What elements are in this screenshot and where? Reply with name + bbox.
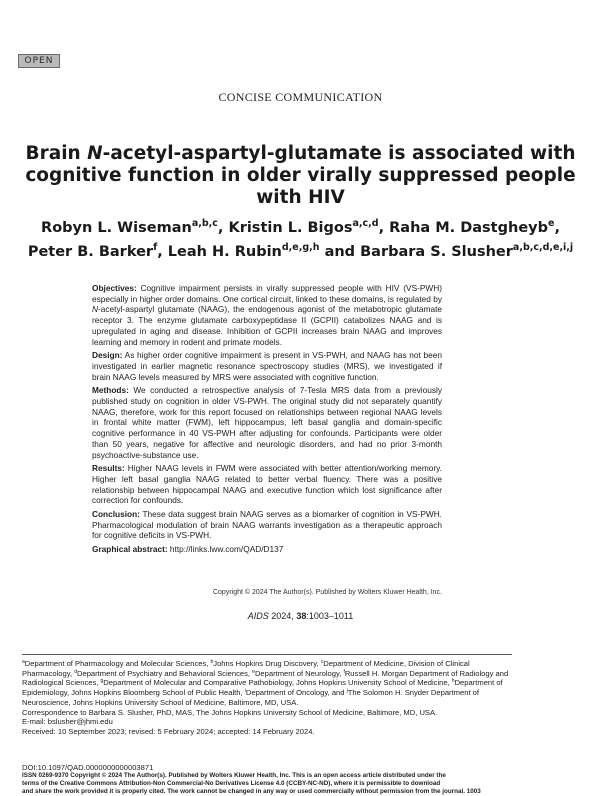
title-line-3: with HIV <box>256 187 345 208</box>
received-dates: Received: 10 September 2023; revised: 5 February 2024; accepted: 14 February 2024. <box>22 726 315 736</box>
abstract-methods: Methods: We conducted a retrospective analysis of 7-Tesla MRS data from a previously published study on cognition in older VS-PWH. The original study did not separately quantify NAAG, therefore, work for this report focused on relationships between regional NAAG levels in frontal white matter (FWM), left hippocampus, left basal ganglia and domain-specific cognitive performance in 40 VS-PWH after adjusting for confounds. Participants were older than 50 years, negative for affective and neurologic disorders, and had no prior 3-month psychoactive-substance use. <box>92 385 442 460</box>
footnotes <box>22 659 519 737</box>
author-name[interactable]: Kristin L. Bigos <box>228 220 353 236</box>
abstract-conclusion: Conclusion: These data suggest brain NAAG serves as a biomarker of cognition in VS-PWH. Pharmacological modulation of brain NAAG warrants investigation as a therapeutic approach for cognitive deficits in VS-PWH. <box>92 509 442 541</box>
graphical-abstract-link[interactable]: http://links.lww.com/QAD/D137 <box>167 544 284 555</box>
author-line-1: Robyn L. Wiseman$^{a,b,c}$, Kristin L. Bigos$^{a,c,d}$, Raha M. Dastgheyb$^e$, <box>41 218 560 236</box>
author-affiliation: d,e,g,h <box>281 242 320 253</box>
abstract-results: Results: Higher NAAG levels in FWM were associated with better attention/working memory. Higher left basal ganglia NAAG related to better verbal fluency. There was a positive relationship between hippocampal NAAG and executive function which lost significance after correction for confounds. <box>92 463 442 506</box>
author-list <box>10 216 591 264</box>
author-affiliation: a,b,c,d,e,i,j <box>512 242 574 253</box>
doi[interactable]: DOI:10.1097/QAD.0000000000003871 <box>22 763 154 772</box>
author-line-2: Peter B. Barker$^f$, Leah H. Rubin$^{d,e,g,h}$ and Barbara S. Slusher$^{a,b,c,d,e,i,j}$ <box>27 242 574 260</box>
author-name[interactable]: Leah H. Rubin <box>167 244 282 260</box>
author-affiliation: f <box>153 242 158 253</box>
abstract-objectives: Objectives: Cognitive impairment persists in virally suppressed people with HIV (VS-PWH) especially in higher order domains. One cortical circuit, linked to these domains, is regulated by N-acetyl-aspartyl glutamate (NAAG), the endogenous agonist of the metabotropic glutamate receptor 3. The enzyme glutamate carboxypeptidase II (GCPII) catabolizes NAAG and is upregulated in aging and disease. Inhibition of GCPII increases brain NAAG and improves learning and memory in rodent and primate models. <box>92 283 442 347</box>
author-affiliation: e <box>547 218 555 229</box>
author-affiliation: a,b,c <box>191 218 218 229</box>
abstract <box>92 283 442 558</box>
author-name[interactable]: Raha M. Dastgheyb <box>389 220 548 236</box>
author-name[interactable]: Robyn L. Wiseman <box>41 220 192 236</box>
author-affiliation: a,c,d <box>352 218 379 229</box>
journal-citation: AIDS 2024, 38:1003–1011 <box>247 611 354 621</box>
email[interactable]: E-mail: bslusher@jhmi.edu <box>22 717 113 727</box>
title-line-2: cognitive function in older virally suppressed people <box>25 165 576 186</box>
abstract-graphical: Graphical abstract: http://links.lww.com/QAD/D137 <box>92 544 284 555</box>
license-statement: ISSN 0269-9370 Copyright © 2024 The Author(s). Published by Wolters Kluwer Health, Inc. This is an open access article distributed under the terms of the Creative Commons Attribution-Non Commercial-No Derivatives License 4.0 (CCBY-NC-ND), where it is permissible to download and share the work provided it is properly cited. The work cannot be changed in any way or used commercially without permission from the journal. 1003 <box>22 772 481 796</box>
footnote-divider <box>22 654 512 655</box>
author-name[interactable]: Barbara S. Slusher <box>360 244 513 260</box>
correspondence: Correspondence to Barbara S. Slusher, PhD, MAS, The Johns Hopkins University School of Medicine, Baltimore, MD, USA. <box>22 707 438 717</box>
article-title <box>20 143 581 209</box>
affiliations: $^a$Department of Pharmacology and Molecular Sciences, $^b$Johns Hopkins Drug Discovery, $^c$Department of Medicine, Division of Clinical Pharmacology, $^d$Department of Psychiatry and Behavioral Sciences, $^e$Department of Neurology, $^f$Russell H. Morgan Department of Radiology and Radiological Sciences, $^g$Department of Molecular and Comparative Pathobiology, Johns Hopkins University School of Medicine, $^h$Department of Epidemiology, Johns Hopkins Bloomberg School of Public Health, $^i$Department of Oncology, and $^j$The Solomon H. Snyder Department of Neuroscience, Johns Hopkins University School of Medicine, Baltimore, MD, USA. <box>22 659 509 707</box>
section-label: CONCISE COMMUNICATION <box>218 90 383 104</box>
title-line-1: Brain N-acetyl-aspartyl-glutamate is associated with <box>25 143 576 164</box>
abstract-design: Design: As higher order cognitive impairment is present in VS-PWH, and NAAG has not been investigated in earlier magnetic resonance spectroscopy studies (MRS), we investigated if brain NAAG levels measured by MRS were associated with cognitive function. <box>92 350 442 382</box>
author-name[interactable]: Peter B. Barker <box>27 244 154 260</box>
copyright-line: Copyright © 2024 The Author(s). Published by Wolters Kluwer Health, Inc. <box>212 589 442 596</box>
open-access-badge: OPEN <box>18 54 60 68</box>
